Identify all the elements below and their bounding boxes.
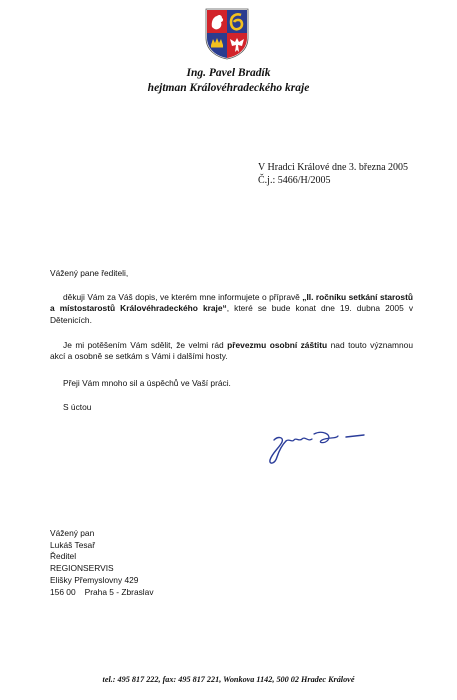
paragraph-2-bold: převezmu osobní záštitu	[227, 340, 328, 350]
footer-contact: tel.: 495 817 222, fax: 495 817 221, Wonkova 1142, 500 02 Hradec Králové	[102, 675, 355, 684]
recipient-street: Elišky Přemyslovny 429	[50, 574, 139, 585]
date-block	[258, 161, 408, 187]
closing	[50, 402, 413, 413]
recipient-zip: 156 00	[50, 586, 76, 597]
recipient-role: Ředitel	[50, 551, 77, 562]
coat-of-arms-icon	[205, 8, 249, 60]
paragraph-2-text: Je mi potěšením Vám sdělit, že velmi rád	[63, 340, 228, 350]
paragraph-2	[50, 340, 413, 363]
paragraph-1	[50, 292, 413, 326]
recipient-company: REGIONSERVIS	[50, 563, 114, 574]
recipient-city: Praha 5 - Zbraslav	[84, 586, 154, 597]
place-date: V Hradci Králové dne 3. března 2005	[258, 162, 409, 173]
paragraph-3-text: Přeji Vám mnoho sil a úspěchů ve Vaší práci.	[63, 378, 231, 388]
recipient-address	[50, 528, 154, 598]
signature-icon	[262, 420, 372, 468]
sender-title: hejtman Královéhradeckého kraje	[147, 82, 310, 94]
closing-text: S úctou	[63, 402, 92, 412]
recipient-name: Lukáš Tesař	[50, 539, 96, 550]
sender-name: Ing. Pavel Bradík	[186, 67, 271, 79]
recipient-greeting: Vážený pan	[50, 528, 95, 538]
reference-number: Č.j.: 5466/H/2005	[258, 175, 331, 186]
salutation: Vážený pane řediteli,	[50, 268, 129, 278]
paragraph-3	[50, 378, 413, 389]
paragraph-1-bold: „II. ročníku setkání starostů a místostarostů Královéhradeckého kraje“	[50, 292, 413, 314]
paragraph-2-end: nad touto významnou akcí a osobně se setkám s Vámi i dalšími hosty.	[50, 340, 413, 362]
letterhead	[0, 66, 457, 96]
recipient-city-line	[50, 587, 154, 599]
paragraph-1-end: , které se bude konat dne 19. dubna 2005 v Dětenicích.	[50, 303, 414, 325]
paragraph-1-text: děkuji Vám za Váš dopis, ve kterém mne informujete o přípravě	[63, 292, 303, 302]
